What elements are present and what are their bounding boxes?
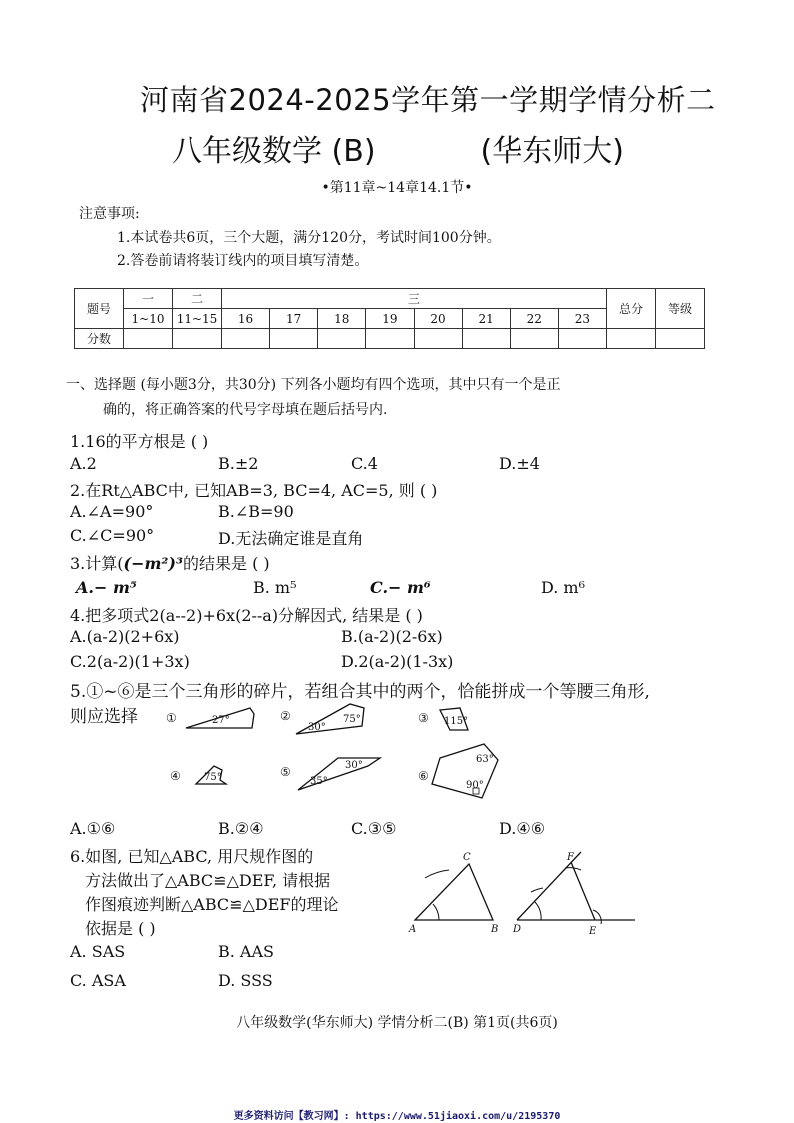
cell-q18: 18 xyxy=(318,309,366,329)
fragment-6-angle-1: 63° xyxy=(476,754,494,765)
arc-d xyxy=(535,902,541,920)
cell-q20: 20 xyxy=(414,309,462,329)
q6-stem-line2: 方法做出了△ABC≌△DEF, 请根据 xyxy=(85,871,331,890)
score-input-22[interactable] xyxy=(510,329,558,349)
notice-heading: 注意事项: xyxy=(79,206,140,222)
q4-stem: 4.把多项式2(a--2)+6x(2--a)分解因式, 结果是 ( ) xyxy=(70,606,423,625)
cell-total: 总分 xyxy=(607,289,656,329)
arc-d2 xyxy=(531,888,543,892)
resource-link[interactable]: 更多资料访问【教习网】: https://www.51jiaoxi.com/u/2195370 xyxy=(233,1111,561,1122)
q2-option-c[interactable]: C.∠C=90° xyxy=(70,526,155,545)
exam-scope: •第11章~14章14.1节• xyxy=(321,180,473,196)
q6-stem-line1: 6.如图, 已知△ABC, 用尺规作图的 xyxy=(70,847,314,866)
page-footer: 八年级数学(华东师大) 学情分析二(B) 第1页(共6页) xyxy=(236,1015,558,1031)
q4-option-a[interactable]: A.(a-2)(2+6x) xyxy=(70,627,180,646)
score-input-20[interactable] xyxy=(414,329,462,349)
score-input-grade[interactable] xyxy=(656,329,705,349)
fragment-6-shape xyxy=(432,744,498,798)
cell-q16: 16 xyxy=(222,309,270,329)
fragment-1-label: ① xyxy=(166,711,177,725)
exam-title: 河南省2024-2025学年第一学期学情分析二 xyxy=(140,83,716,117)
q6-option-c[interactable]: C. ASA xyxy=(70,971,126,990)
fragment-6-angle-2: 90° xyxy=(466,780,484,791)
q6-stem-line3: 作图痕迹判断△ABC≌△DEF的理论 xyxy=(85,895,339,914)
q3-stem-post: 的结果是 ( ) xyxy=(183,554,270,573)
q1-option-b[interactable]: B.±2 xyxy=(218,454,259,473)
q5-stem-line2: 则应选择 xyxy=(70,707,138,727)
arc-f xyxy=(565,868,581,870)
score-input-17[interactable] xyxy=(270,329,318,349)
arc-a xyxy=(433,904,439,920)
q1-option-c[interactable]: C.4 xyxy=(351,454,378,473)
q1-stem: 1.16的平方根是 ( ) xyxy=(70,432,209,451)
q3-stem-pre: 3.计算( xyxy=(70,554,124,573)
score-input-1[interactable] xyxy=(124,329,173,349)
score-input-21[interactable] xyxy=(462,329,510,349)
fragment-5-angle-2: 30° xyxy=(345,760,363,771)
q1-option-a[interactable]: A.2 xyxy=(70,454,97,473)
fragment-5-angle-1: 35° xyxy=(310,776,328,787)
score-input-18[interactable] xyxy=(318,329,366,349)
notice-item-2: 2.答卷前请将装订线内的项目填写清楚。 xyxy=(117,253,369,269)
q5-stem-line1: 5.①~⑥是三个三角形的碎片，若组合其中的两个，恰能拼成一个等腰三角形, xyxy=(70,682,650,702)
q3-expression: (−m²)³ xyxy=(123,554,184,573)
cell-sec3: 三 xyxy=(222,289,607,309)
arc-c xyxy=(425,870,449,878)
q3-option-a[interactable]: A.− m⁵ xyxy=(76,578,137,597)
q6-construction-figure xyxy=(405,848,645,938)
label-f: F xyxy=(567,852,574,863)
q2-stem: 2.在Rt△ABC中, 已知AB=3, BC=4, AC=5, 则 ( ) xyxy=(70,481,438,500)
cell-q17: 17 xyxy=(270,309,318,329)
cell-q21: 21 xyxy=(462,309,510,329)
fragment-2-angle-2: 75° xyxy=(343,714,361,725)
fragment-1-angle: 27° xyxy=(212,715,230,726)
label-c: C xyxy=(463,852,471,863)
q5-fragments-figure xyxy=(160,700,640,810)
fragment-3-label: ③ xyxy=(418,711,429,725)
grade-subject: 八年级数学 (B) xyxy=(172,134,376,169)
segment-fe xyxy=(571,862,595,920)
section1-intro-line2: 确的，将正确答案的代号字母填在题后括号内. xyxy=(103,402,388,418)
cell-sec2: 二 xyxy=(173,289,222,309)
cell-q23: 23 xyxy=(558,309,606,329)
q4-option-d[interactable]: D.2(a-2)(1-3x) xyxy=(341,652,454,671)
q1-option-d[interactable]: D.±4 xyxy=(499,454,540,473)
q3-option-c[interactable]: C.− m⁶ xyxy=(370,578,431,597)
fragment-4-angle: 75° xyxy=(204,772,222,783)
q3-stem xyxy=(70,551,270,574)
q5-option-a[interactable]: A.①⑥ xyxy=(70,819,116,838)
q5-option-c[interactable]: C.③⑤ xyxy=(351,819,397,838)
q6-option-b[interactable]: B. AAS xyxy=(218,942,274,961)
cell-fenshu: 分数 xyxy=(75,329,124,349)
notice-item-1: 1.本试卷共6页，三个大题，满分120分，考试时间100分钟。 xyxy=(117,230,501,246)
edition: (华东师大) xyxy=(480,134,624,169)
fragment-6-label: ⑥ xyxy=(418,769,429,783)
q4-option-b[interactable]: B.(a-2)(2-6x) xyxy=(341,627,443,646)
triangle-abc xyxy=(415,864,493,920)
q6-stem-line4: 依据是 ( ) xyxy=(85,919,156,938)
q6-option-a[interactable]: A. SAS xyxy=(70,942,126,961)
cell-range1: 1~10 xyxy=(124,309,173,329)
fragment-2-label: ② xyxy=(280,709,291,723)
cell-q19: 19 xyxy=(366,309,414,329)
label-e: E xyxy=(589,926,597,937)
q2-option-b[interactable]: B.∠B=90 xyxy=(218,502,294,521)
score-input-19[interactable] xyxy=(366,329,414,349)
q6-option-d[interactable]: D. SSS xyxy=(218,971,273,990)
cell-range2: 11~15 xyxy=(173,309,222,329)
cell-tihao: 题号 xyxy=(75,289,124,329)
section1-intro-line1: 一、选择题 (每小题3分，共30分) 下列各小题均有四个选项，其中只有一个是正 xyxy=(66,377,561,393)
q2-option-d[interactable]: D.无法确定谁是直角 xyxy=(218,529,364,548)
q3-option-b[interactable]: B. m⁵ xyxy=(253,578,297,597)
exam-subtitle xyxy=(172,126,624,170)
q5-option-b[interactable]: B.②④ xyxy=(218,819,264,838)
score-input-16[interactable] xyxy=(222,329,270,349)
score-input-23[interactable] xyxy=(558,329,606,349)
fragment-2-angle-1: 30° xyxy=(308,722,326,733)
label-a: A xyxy=(409,924,417,935)
fragment-4-label: ④ xyxy=(170,769,181,783)
q3-option-d[interactable]: D. m⁶ xyxy=(541,578,586,597)
q2-option-a[interactable]: A.∠A=90° xyxy=(70,502,154,521)
score-table xyxy=(74,288,705,349)
fragment-5-label: ⑤ xyxy=(280,765,291,779)
label-b: B xyxy=(491,924,499,935)
q4-option-c[interactable]: C.2(a-2)(1+3x) xyxy=(70,652,190,671)
q5-option-d[interactable]: D.④⑥ xyxy=(499,819,546,838)
cell-grade: 等级 xyxy=(656,289,705,329)
score-input-2[interactable] xyxy=(173,329,222,349)
cell-q22: 22 xyxy=(510,309,558,329)
cell-sec1: 一 xyxy=(124,289,173,309)
score-input-total[interactable] xyxy=(607,329,656,349)
fragment-3-angle: 115° xyxy=(444,716,469,727)
label-d: D xyxy=(513,924,522,935)
